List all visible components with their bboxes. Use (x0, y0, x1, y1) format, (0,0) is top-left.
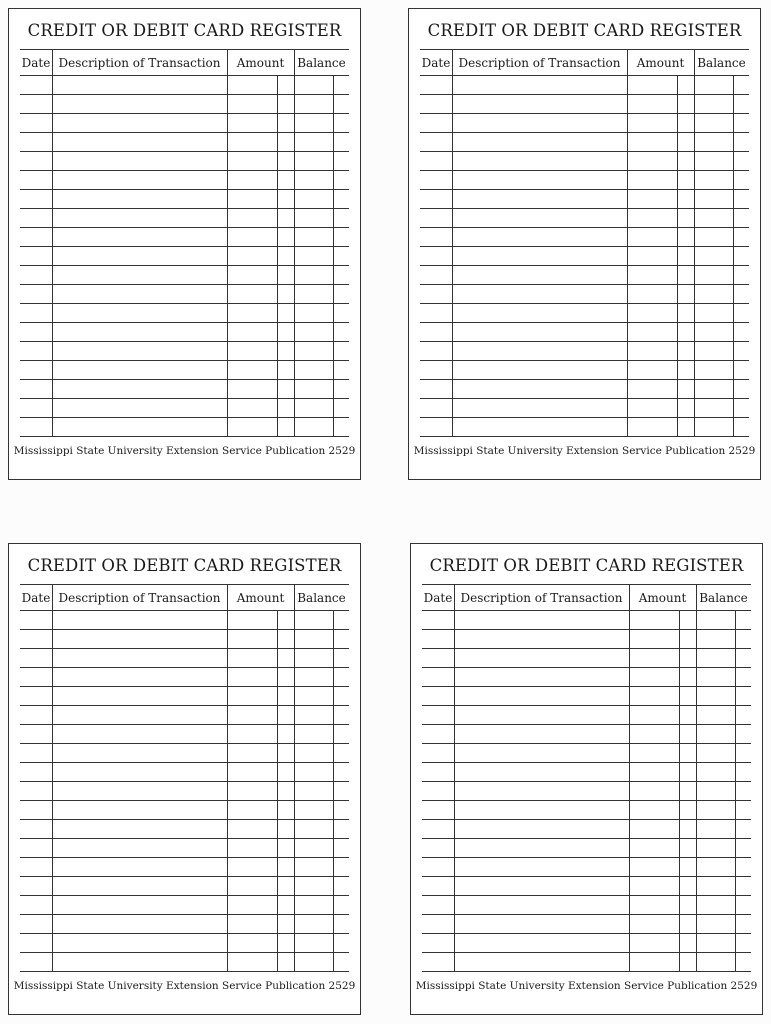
row-line (20, 895, 349, 896)
column-divider (227, 584, 228, 971)
header-date: Date (21, 591, 51, 605)
card-title: CREDIT OR DEBIT CARD REGISTER (429, 556, 744, 575)
row-line (420, 189, 749, 190)
row-line (420, 360, 749, 361)
row-line (20, 629, 349, 630)
column-divider (52, 584, 53, 971)
row-line (422, 743, 751, 744)
row-line (20, 417, 349, 418)
row-line (20, 113, 349, 114)
row-line (422, 971, 751, 972)
row-line (422, 800, 751, 801)
header-top-rule (20, 49, 349, 50)
column-divider (227, 49, 228, 436)
cents-divider (277, 75, 278, 436)
row-line (422, 724, 751, 725)
row-line (422, 705, 751, 706)
card-title: CREDIT OR DEBIT CARD REGISTER (27, 21, 342, 40)
row-line (420, 132, 749, 133)
row-line (420, 170, 749, 171)
header-balance: Balance (697, 56, 746, 70)
row-line (420, 265, 749, 266)
header-date: Date (421, 56, 451, 70)
header-balance: Balance (699, 591, 748, 605)
card-title: CREDIT OR DEBIT CARD REGISTER (427, 21, 742, 40)
register-card-2 (408, 8, 761, 480)
row-line (20, 398, 349, 399)
row-line (420, 322, 749, 323)
row-line (20, 94, 349, 95)
row-line (420, 284, 749, 285)
header-top-rule (422, 584, 751, 585)
row-line (20, 265, 349, 266)
cents-divider (733, 75, 734, 436)
row-line (420, 246, 749, 247)
row-line (20, 914, 349, 915)
column-divider (452, 49, 453, 436)
row-line (20, 303, 349, 304)
cents-divider (735, 610, 736, 971)
register-table (20, 49, 349, 437)
row-line (422, 648, 751, 649)
header-amount: Amount (636, 56, 685, 70)
row-line (20, 284, 349, 285)
row-line (20, 762, 349, 763)
column-divider (294, 584, 295, 971)
cents-divider (333, 75, 334, 436)
header-bottom-rule (422, 610, 751, 611)
header-balance: Balance (297, 56, 346, 70)
header-top-rule (420, 49, 749, 50)
row-line (422, 838, 751, 839)
row-line (20, 170, 349, 171)
header-balance: Balance (297, 591, 346, 605)
header-bottom-rule (20, 75, 349, 76)
header-amount: Amount (638, 591, 687, 605)
cents-divider (333, 610, 334, 971)
card-title: CREDIT OR DEBIT CARD REGISTER (27, 556, 342, 575)
row-line (20, 360, 349, 361)
row-line (422, 819, 751, 820)
row-line (20, 227, 349, 228)
publication-footer: Mississippi State University Extension Service Publication 2529 (13, 445, 356, 457)
row-line (420, 208, 749, 209)
register-table (422, 584, 751, 972)
register-table (420, 49, 749, 437)
header-description: Description of Transaction (58, 591, 221, 605)
column-divider (294, 49, 295, 436)
row-line (20, 246, 349, 247)
register-card-3 (8, 543, 361, 1015)
header-description: Description of Transaction (460, 591, 623, 605)
row-line (420, 341, 749, 342)
header-bottom-rule (20, 610, 349, 611)
row-line (20, 857, 349, 858)
column-divider (694, 49, 695, 436)
row-line (20, 151, 349, 152)
row-line (20, 132, 349, 133)
row-line (422, 667, 751, 668)
row-line (20, 952, 349, 953)
row-line (420, 227, 749, 228)
publication-footer: Mississippi State University Extension Service Publication 2529 (413, 445, 756, 457)
row-line (20, 648, 349, 649)
row-line (422, 629, 751, 630)
cents-divider (277, 610, 278, 971)
header-date: Date (423, 591, 453, 605)
header-top-rule (20, 584, 349, 585)
publication-footer: Mississippi State University Extension Service Publication 2529 (415, 980, 758, 992)
row-line (422, 762, 751, 763)
header-date: Date (21, 56, 51, 70)
row-line (20, 667, 349, 668)
row-line (20, 743, 349, 744)
row-line (20, 208, 349, 209)
header-bottom-rule (420, 75, 749, 76)
row-line (20, 189, 349, 190)
row-line (422, 914, 751, 915)
row-line (422, 895, 751, 896)
column-divider (52, 49, 53, 436)
register-card-4 (410, 543, 763, 1015)
row-line (20, 819, 349, 820)
column-divider (454, 584, 455, 971)
publication-footer: Mississippi State University Extension Service Publication 2529 (13, 980, 356, 992)
row-line (20, 705, 349, 706)
register-card-1 (8, 8, 361, 480)
row-line (20, 379, 349, 380)
cents-divider (679, 610, 680, 971)
row-line (420, 94, 749, 95)
column-divider (696, 584, 697, 971)
row-line (420, 151, 749, 152)
row-line (20, 838, 349, 839)
row-line (422, 686, 751, 687)
row-line (20, 686, 349, 687)
row-line (420, 398, 749, 399)
column-divider (629, 584, 630, 971)
row-line (420, 379, 749, 380)
row-line (420, 303, 749, 304)
row-line (422, 857, 751, 858)
header-description: Description of Transaction (58, 56, 221, 70)
register-table (20, 584, 349, 972)
header-description: Description of Transaction (458, 56, 621, 70)
row-line (422, 781, 751, 782)
row-line (20, 971, 349, 972)
row-line (420, 417, 749, 418)
row-line (422, 876, 751, 877)
header-amount: Amount (236, 56, 285, 70)
column-divider (627, 49, 628, 436)
header-amount: Amount (236, 591, 285, 605)
row-line (20, 933, 349, 934)
row-line (420, 436, 749, 437)
cents-divider (677, 75, 678, 436)
row-line (422, 952, 751, 953)
row-line (20, 781, 349, 782)
row-line (422, 933, 751, 934)
row-line (20, 436, 349, 437)
row-line (20, 876, 349, 877)
row-line (20, 724, 349, 725)
row-line (20, 341, 349, 342)
row-line (420, 113, 749, 114)
row-line (20, 800, 349, 801)
row-line (20, 322, 349, 323)
